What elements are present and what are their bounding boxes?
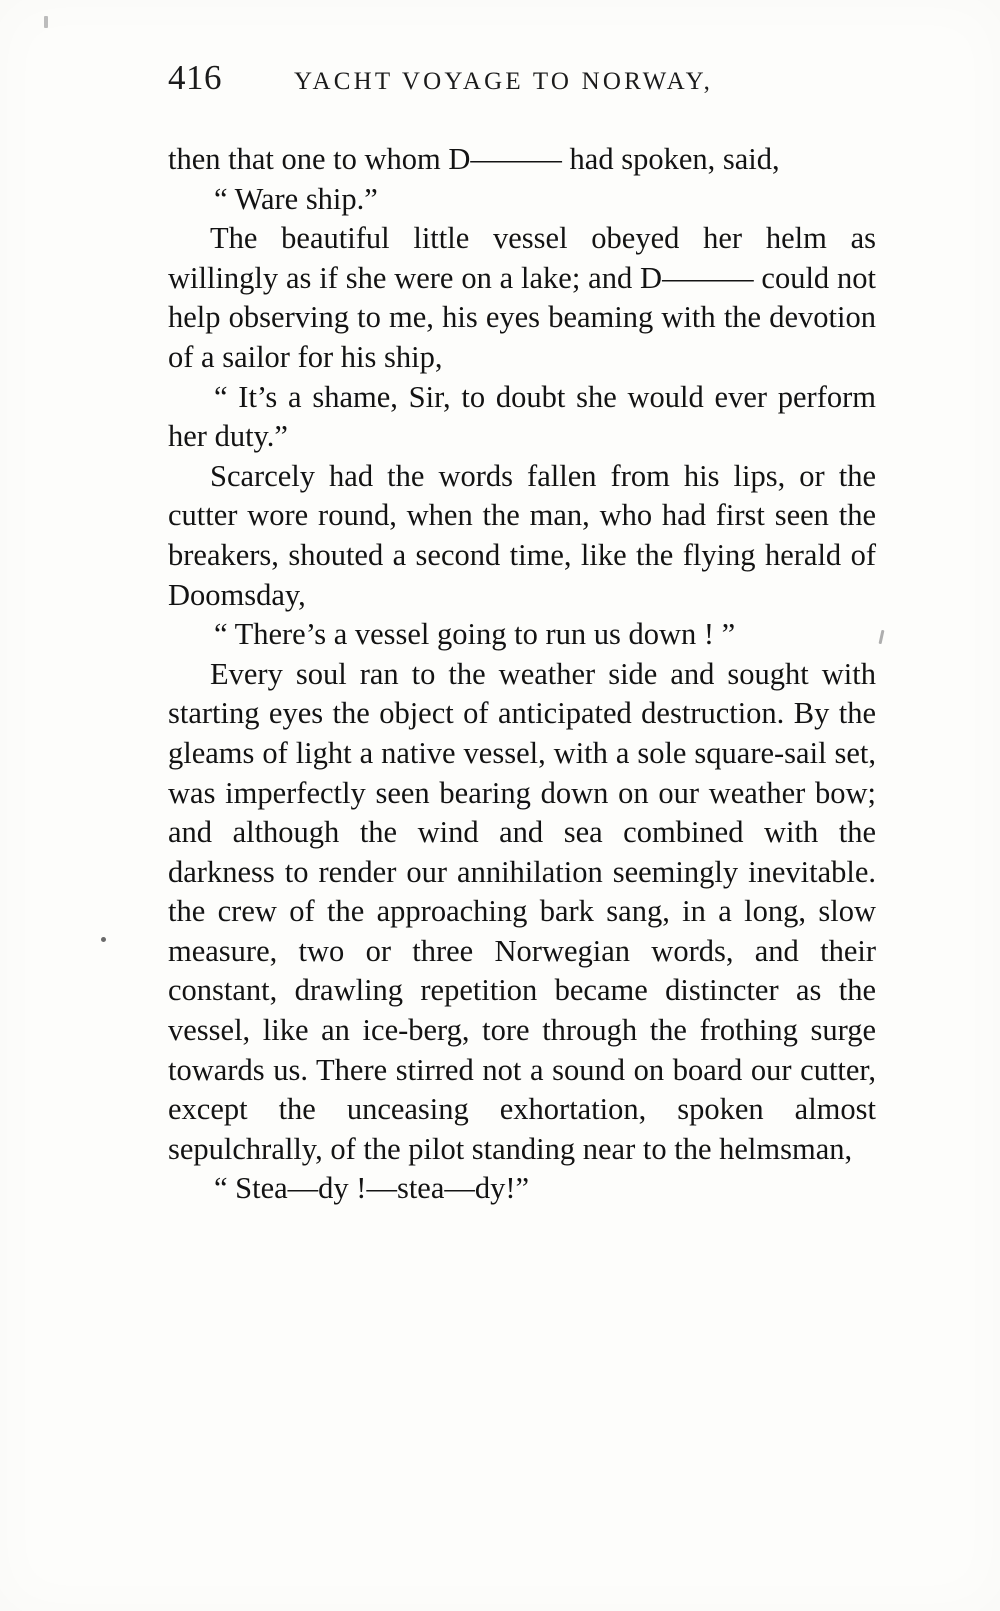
paragraph-vessel-obeyed: The beautiful little vessel obeyed her helm as willingly as if she were on a lake; and D——— could not help observing to me, his eyes beaming with the devotion of a sailor for his ship, xyxy=(168,221,876,374)
page-number: 416 xyxy=(168,58,222,97)
paragraph-scarcely-had: Scarcely had the words fallen from his lips, or the cutter wore round, when the man, who had first seen the breakers, shouted a second time, like the flying herald of Doomsday, xyxy=(168,458,876,612)
paragraph-quote-vessel-run-us-down: “ There’s a vessel going to run us down ! ” xyxy=(214,617,736,652)
paragraph-every-soul-ran: Every soul ran to the weather side and sought with starting eyes the object of anticipated destruction. By the gleams of light a native vessel, with a sole square-sail set, was imperfectly seen bearing down on our weather bow; and although the wind and sea combined with the darkness to render our annihilation seemingly inevitable. the crew of the approaching bark sang, in a long, slow measure, two or three Norwegian words, and their constant, drawling repetition became distincter as the vessel, like an ice-berg, tore through the frothing surge towards us. There stirred not a sound on board our cutter, except the unceasing exhortation, spoken almost sepulchrally, of the pilot standing near to the helmsman, xyxy=(168,656,876,1166)
paragraph-quote-steady: “ Stea—dy !—stea—dy!” xyxy=(214,1171,530,1206)
page-body xyxy=(168,140,876,1209)
page-header xyxy=(168,58,868,98)
running-title: YACHT VOYAGE TO NORWAY, xyxy=(294,68,714,95)
paragraph-quote-shame-sir: “ It’s a shame, Sir, to doubt she would ever perform her duty.” xyxy=(168,379,876,454)
ink-speck xyxy=(101,937,106,942)
paragraph-quote-ware-ship: “ Ware ship.” xyxy=(214,181,378,216)
ink-speck-right xyxy=(879,630,885,644)
page-edge-mark xyxy=(44,16,48,28)
paragraph-continuation: then that one to whom D——— had spoken, said, xyxy=(168,142,780,176)
